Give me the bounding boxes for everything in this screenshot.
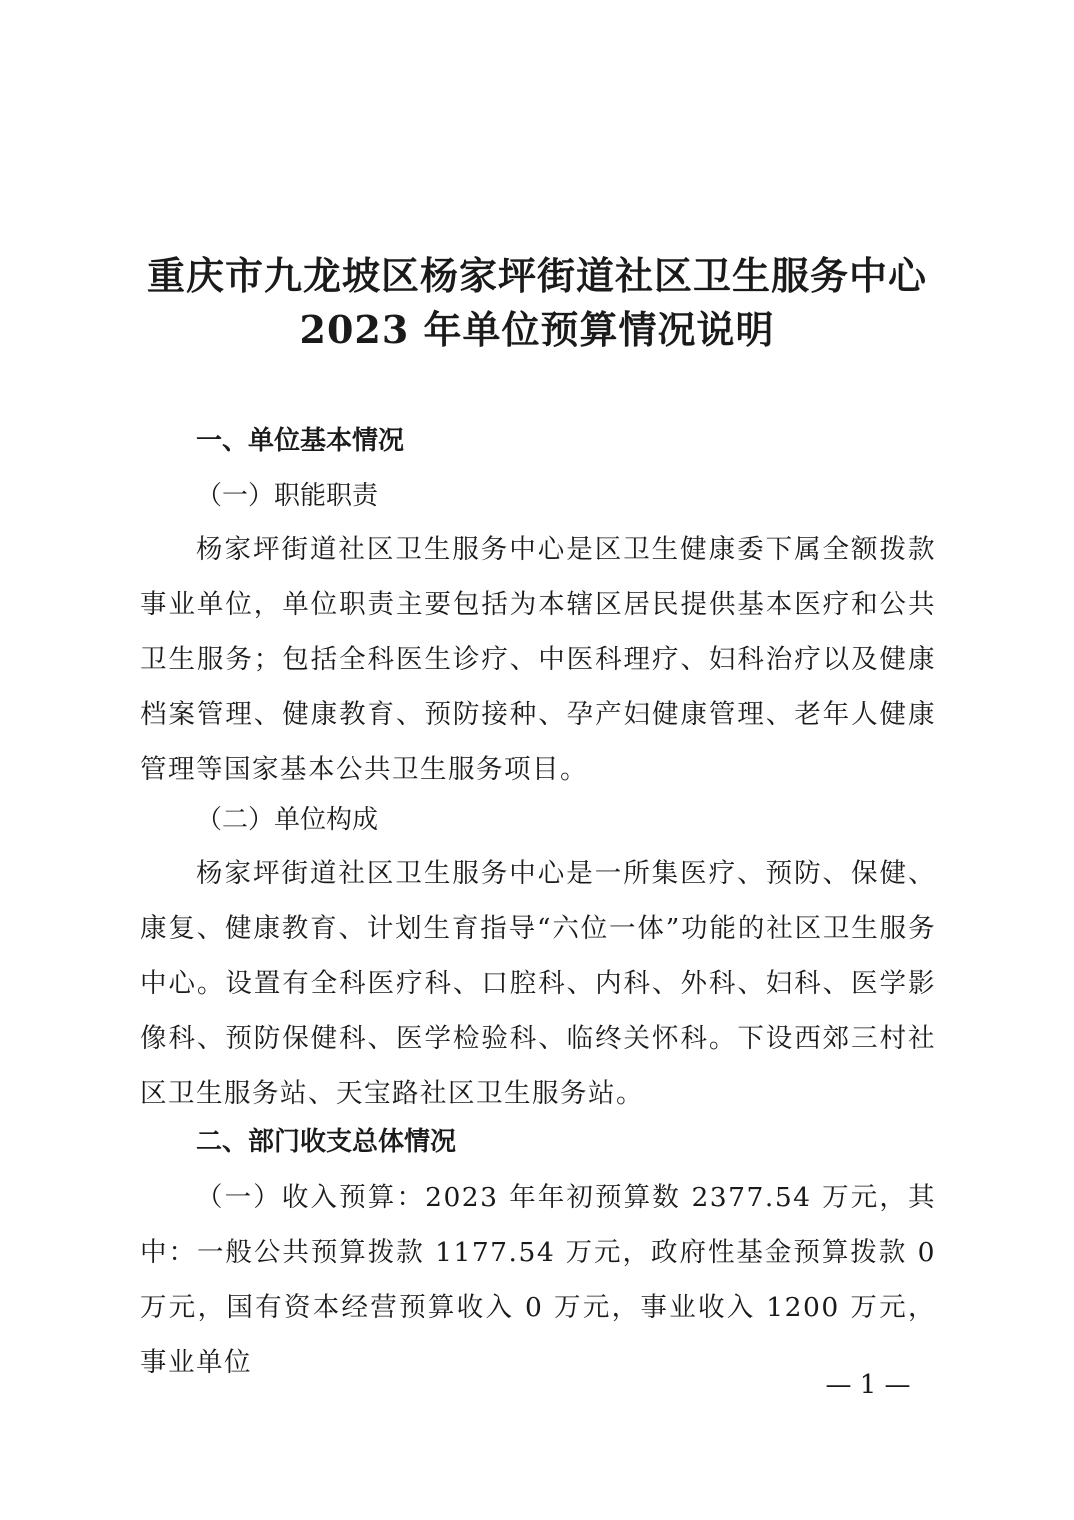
section-1-1-heading: （一）职能职责 — [196, 481, 379, 511]
section-2-heading: 二、部门收支总体情况 — [196, 1127, 457, 1157]
document-title-line-1: 重庆市九龙坡区杨家坪街道社区卫生服务中心 — [146, 253, 927, 298]
section-2-1-paragraph: （一）收入预算：2023 年年初预算数 2377.54 万元，其中：一般公共预算拨款 1177.54 万元，政府性基金预算拨款 0 万元，国有资本经营预算收入 0 万元，事业收入 1200 万元，事业单位 — [140, 1182, 936, 1378]
page-number: — 1 — — [825, 1370, 911, 1400]
document-title-line-2: 2023 年单位预算情况说明 — [299, 307, 775, 352]
section-1-2-heading: （二）单位构成 — [196, 805, 379, 835]
section-1-1-paragraph: 杨家坪街道社区卫生服务中心是区卫生健康委下属全额拨款事业单位，单位职责主要包括为本辖区居民提供基本医疗和公共卫生服务；包括全科医生诊疗、中医科理疗、妇科治疗以及健康档案管理、健康教育、预防接种、孕产妇健康管理、老年人健康管理等国家基本公共卫生服务项目。 — [140, 534, 936, 785]
section-1-heading: 一、单位基本情况 — [196, 426, 405, 456]
section-1-2-paragraph: 杨家坪街道社区卫生服务中心是一所集医疗、预防、保健、康复、健康教育、计划生育指导“六位一体”功能的社区卫生服务中心。设置有全科医疗科、口腔科、内科、外科、妇科、医学影像科、预防保健科、医学检验科、临终关怀科。下设西郊三村社区卫生服务站、天宝路社区卫生服务站。 — [140, 858, 936, 1109]
